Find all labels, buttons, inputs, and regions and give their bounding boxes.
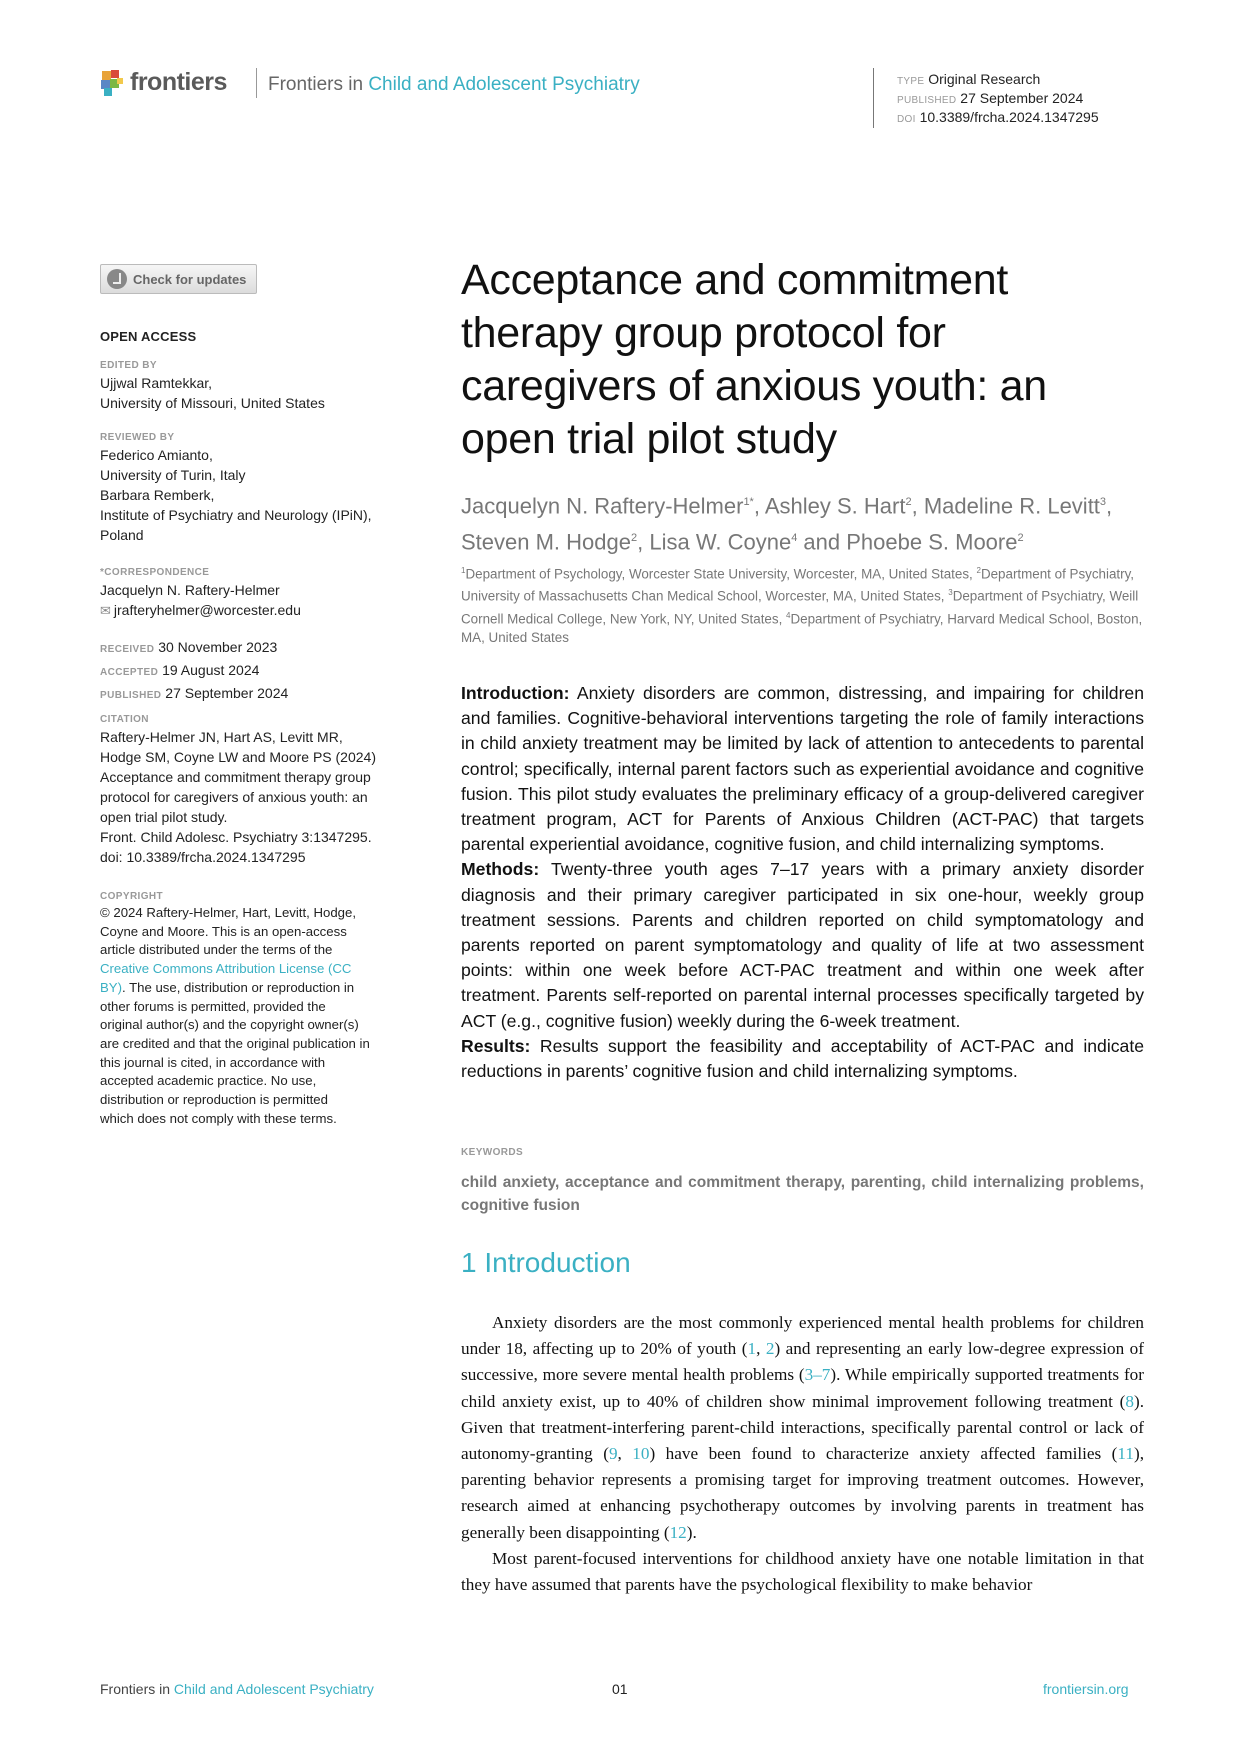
- citation-label: CITATION: [100, 714, 149, 725]
- check-for-updates-button[interactable]: [100, 264, 257, 294]
- abstract-text: Twenty-three youth ages 7–17 years with a primary anxiety disorder diagnosis and their primary caregiver participated in six one-hour, weekly group treatment sessions. Parents and children reported on child symptomatology and parents reported on parent symptomatology and quality of life at two assessment points: within one week before ACT-PAC treatment and within one week after treatment. Parents self-reported on parental internal processes specifically targeted by ACT (e.g., cognitive fusion) weekly during the 6-week treatment.: [461, 859, 1144, 1031]
- reviewer-affiliation: University of Turin, Italy: [100, 467, 246, 483]
- affiliation-marker: 4: [786, 610, 791, 620]
- citation-block: [100, 713, 420, 867]
- citation-line: open trial pilot study.: [100, 809, 228, 825]
- envelope-icon: ✉: [100, 603, 111, 618]
- affiliation-marker: 1: [461, 566, 466, 575]
- title-line: open trial pilot study: [461, 415, 837, 463]
- dates-block: [100, 637, 420, 706]
- author-affil-marker: 4: [791, 532, 798, 545]
- edited-by-label: EDITED BY: [100, 360, 157, 371]
- citation-line: Acceptance and commitment therapy group: [100, 769, 371, 785]
- journal-prefix: Frontiers in: [268, 74, 369, 95]
- footer-site-link[interactable]: frontiersin.org: [1043, 1681, 1129, 1697]
- reviewed-by-label: REVIEWED BY: [100, 432, 175, 443]
- published-value: 27 September 2024: [960, 90, 1084, 106]
- copyright-line: . The use, distribution or reproduction in: [121, 979, 355, 995]
- body-paragraph: [461, 1546, 1144, 1598]
- article-meta: [897, 71, 1099, 128]
- type-value: Original Research: [928, 71, 1041, 87]
- correspondence-name: Jacquelyn N. Raftery-Helmer: [100, 582, 280, 598]
- abstract-paragraph: [461, 1034, 1144, 1084]
- body-text-run: Most parent-focused interventions for childhood anxiety have one notable limitation in that they have assumed that parents have the psychological flexibility to make behavior: [461, 1548, 1144, 1595]
- copyright-line: Coyne and Moore. This is an open-access: [100, 923, 347, 939]
- copyright-line: © 2024 Raftery-Helmer, Hart, Levitt, Hodge,: [100, 905, 356, 920]
- doi-label: DOI: [897, 114, 916, 125]
- body-text-run: ) and representing an early low-degree expression of successive, more severe mental health problems (: [461, 1339, 1145, 1385]
- copyright-line: which does not comply with these terms.: [100, 1110, 337, 1126]
- abstract: [461, 681, 1144, 1084]
- author-list: Jacquelyn N. Raftery-Helmer$^{1*}$, Ashley S. Hart$^2$, Madeline R. Levitt$^3$, Steven M. Hodge$^2$, Lisa W. Coyne$^4$ and Phoebe S. Moore$^2$: [461, 493, 1113, 555]
- copyright-line: this journal is cited, in accordance with: [100, 1054, 326, 1070]
- received-label: RECEIVED: [100, 644, 155, 655]
- editor-affiliation: University of Missouri, United States: [100, 395, 325, 411]
- body-text-run: ). Given that treatment-interfering parent-child interactions, specifically parental control or lack of autonomy-granting (: [461, 1391, 1144, 1464]
- citation-link[interactable]: 1: [747, 1339, 757, 1359]
- open-access-label: OPEN ACCESS: [100, 329, 197, 344]
- reviewer-affiliation: Poland: [100, 527, 144, 543]
- copyright-line: article distributed under the terms of the: [100, 942, 333, 958]
- footer-journal-name: Child and Adolescent Psychiatry: [173, 1681, 374, 1697]
- received-date: 30 November 2023: [158, 639, 278, 655]
- copyright-line: other forums is permitted, provided the: [100, 998, 326, 1014]
- license-link[interactable]: BY): [100, 979, 122, 995]
- author-name[interactable]: Lisa W. Coyne: [649, 529, 792, 555]
- copyright-block: [100, 890, 420, 1128]
- editor-name: Ujjwal Ramtekkar,: [100, 375, 213, 391]
- copyright-line: accepted academic practice. No use,: [100, 1073, 317, 1089]
- body-text-run: ,: [617, 1444, 633, 1464]
- title-line: caregivers of anxious youth: an: [461, 362, 1047, 410]
- abstract-text: Anxiety disorders are common, distressing, and impairing for children and families. Cognitive-behavioral interventions targeting the role of family interactions in child anxiety treatment may be limited by lack of attention to antecedents to parental control; specifically, internal parent factors such as experiential avoidance and cognitive fusion. This pilot study evaluates the preliminary efficacy of a group-delivered caregiver treatment program, ACT for Parents of Anxious Children (ACT-PAC) that targets parental experiential avoidance, cognitive fusion, and child internalizing symptoms.: [461, 683, 1144, 855]
- citation-link[interactable]: 2: [765, 1339, 775, 1359]
- reviewer-name: Federico Amianto,: [100, 447, 213, 463]
- body-paragraph: [461, 1310, 1144, 1546]
- affiliation-text: Department of Psychiatry, Harvard Medical School, Boston, MA, United States: [461, 611, 1143, 646]
- page-number: 01: [612, 1681, 628, 1697]
- author-name[interactable]: Steven M. Hodge: [461, 529, 631, 555]
- author-affil-marker: 2: [1017, 532, 1024, 545]
- check-for-updates-label: Check for updates: [133, 271, 247, 287]
- abstract-paragraph: [461, 857, 1144, 1033]
- published-label: PUBLISHED: [100, 690, 162, 701]
- keywords: child anxiety, acceptance and commitment therapy, parenting, child internalizing problems, cognitive fusion: [461, 1174, 1144, 1214]
- author-name[interactable]: Jacquelyn N. Raftery-Helmer: [461, 493, 744, 519]
- correspondence-email[interactable]: jrafteryhelmer@worcester.edu: [113, 602, 301, 618]
- citation-line[interactable]: doi: 10.3389/frcha.2024.1347295: [100, 849, 306, 865]
- author-affil-marker: 2: [905, 496, 912, 508]
- header-divider: [256, 68, 257, 98]
- published-date: 27 September 2024: [165, 685, 289, 701]
- journal-title: Child and Adolescent Psychiatry: [368, 74, 640, 95]
- citation-line: Hodge SM, Coyne LW and Moore PS (2024): [100, 749, 376, 765]
- copyright-line: distribution or reproduction is permitted: [100, 1092, 328, 1108]
- body-text-run: ) have been found to characterize anxiety affected families (: [649, 1444, 1118, 1464]
- abstract-label: Introduction:: [461, 683, 570, 703]
- abstract-paragraph: [461, 681, 1144, 857]
- accepted-date: 19 August 2024: [162, 662, 260, 678]
- citation-link[interactable]: 10: [632, 1444, 650, 1464]
- abstract-text: Results support the feasibility and acceptability of ACT-PAC and indicate reductions in parents’ cognitive fusion and child internalizing symptoms.: [461, 1035, 1144, 1082]
- abstract-label: Results:: [461, 1035, 531, 1056]
- keywords-label: KEYWORDS: [461, 1147, 524, 1158]
- frontiers-logo-icon: [100, 69, 126, 97]
- body-text-run: ).: [686, 1522, 697, 1542]
- citation-link[interactable]: 11: [1117, 1444, 1134, 1464]
- reviewer-name: Barbara Remberk,: [100, 487, 215, 503]
- affiliation-marker: 2: [976, 566, 981, 575]
- accepted-label: ACCEPTED: [100, 667, 159, 678]
- license-link[interactable]: Creative Commons Attribution License (CC: [100, 961, 352, 977]
- type-label: TYPE: [897, 76, 925, 87]
- citation-line: protocol for caregivers of anxious youth: an: [100, 789, 368, 805]
- frontiers-logo[interactable]: [100, 68, 227, 97]
- footer-journal[interactable]: [100, 1681, 374, 1697]
- copyright-line: original author(s) and the copyright owner(s): [100, 1017, 359, 1033]
- reviewed-by-block: [100, 431, 420, 545]
- body-text-run: ). While empirically supported treatments for child anxiety exist, up to 40% of children show minimal improvement following treatment (: [461, 1365, 1144, 1411]
- author-name[interactable]: Phoebe S. Moore: [846, 529, 1018, 555]
- copyright-line: are credited and that the original publication in: [100, 1035, 370, 1051]
- author-affil-marker: 1*: [743, 496, 754, 508]
- author-affil-marker: 2: [630, 532, 638, 545]
- edited-by-block: [100, 359, 420, 413]
- published-label: PUBLISHED: [897, 95, 957, 106]
- affiliation-text: Department of Psychiatry, Weill Cornell Medical College, New York, NY, United States,: [461, 588, 1139, 627]
- citation-line: Raftery-Helmer JN, Hart AS, Levitt MR,: [100, 729, 343, 745]
- author-name[interactable]: Madeline R. Levitt: [923, 493, 1100, 519]
- title-line: therapy group protocol for: [461, 309, 946, 357]
- citation-link[interactable]: 9: [608, 1444, 618, 1464]
- citation-link[interactable]: 8: [1125, 1391, 1134, 1411]
- affiliations: [461, 561, 1161, 647]
- journal-name[interactable]: [268, 74, 640, 96]
- body-text-run: ), parenting behavior represents a promising target for improving treatment outcomes. However, research aimed at enhancing psychotherapy outcomes by involving parents in treatment has generally been disappointing (: [461, 1444, 1145, 1542]
- article-title: [461, 254, 1161, 466]
- correspondence-label: *CORRESPONDENCE: [100, 567, 210, 578]
- affiliation-text: Department of Psychology, Worcester State University, Worcester, MA, United States,: [465, 566, 977, 582]
- affiliation-marker: 3: [948, 588, 953, 598]
- author-name[interactable]: Ashley S. Hart: [764, 493, 906, 519]
- copyright-label: COPYRIGHT: [100, 891, 164, 902]
- author-affil-marker: 3: [1099, 496, 1107, 508]
- section-heading: 1 Introduction: [461, 1247, 631, 1278]
- correspondence-block: [100, 566, 420, 621]
- title-line: Acceptance and commitment: [461, 256, 1008, 304]
- affiliation-text: Department of Psychiatry, University of Massachusetts Chan Medical School, Worcester, MA, United States,: [461, 566, 1134, 604]
- footer-journal-prefix: Frontiers in: [100, 1681, 174, 1697]
- abstract-label: Methods:: [461, 859, 540, 880]
- doi-link[interactable]: 10.3389/frcha.2024.1347295: [919, 109, 1099, 125]
- citation-line: Front. Child Adolesc. Psychiatry 3:1347295.: [100, 829, 372, 845]
- body-text-run: Anxiety disorders are the most commonly experienced mental health problems for children under 18, affecting up to 20% of youth (: [461, 1313, 1144, 1359]
- logo-wordmark: frontiers: [130, 68, 227, 96]
- bookmark-icon: [107, 269, 127, 289]
- body-text: [461, 1310, 1144, 1598]
- citation-link[interactable]: 12: [669, 1522, 687, 1542]
- reviewer-affiliation: Institute of Psychiatry and Neurology (IPiN),: [100, 507, 372, 523]
- body-text-run: ,: [756, 1339, 766, 1359]
- meta-divider: [873, 68, 874, 128]
- citation-link[interactable]: 3–7: [804, 1365, 831, 1385]
